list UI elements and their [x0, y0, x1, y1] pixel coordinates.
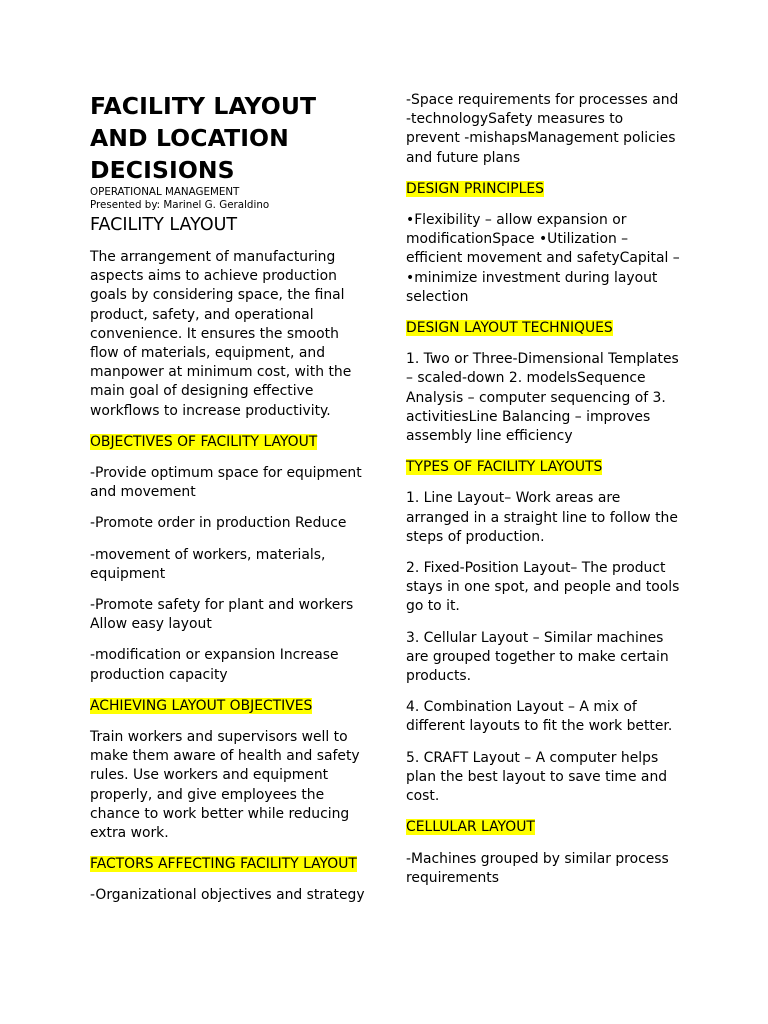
type-item: 5. CRAFT Layout – A computer helps plan the best layout to save time and cost. [406, 749, 668, 805]
type-item: 4. Combination Layout – A mix of different layouts to fit the work better. [406, 699, 673, 735]
objective-item: -Promote order in production Reduce [90, 515, 347, 532]
cellular-paragraph: -Machines grouped by similar process requirements [406, 850, 669, 886]
factor-item: -Organizational objectives and strategy [90, 887, 365, 904]
document-title: FACILITY LAYOUT AND LOCATION DECISIONS [90, 92, 317, 184]
right-column [406, 91, 681, 900]
left-column [90, 90, 365, 918]
objective-item: -modification or expansion Increase production capacity [90, 647, 339, 683]
cellular-heading-text: CELLULAR LAYOUT [406, 819, 535, 836]
type-item: 2. Fixed-Position Layout– The product stays in one spot, and people and tools go to it. [406, 560, 680, 615]
design-techniques-heading [406, 319, 681, 338]
achieving-heading [90, 697, 365, 716]
objective-item: -Provide optimum space for equipment and movement [90, 465, 362, 501]
objective-item: -Promote safety for plant and workers Allow easy layout [90, 597, 354, 633]
design-techniques-heading-text: DESIGN LAYOUT TECHNIQUES [406, 320, 613, 337]
presenter-line: Presented by: Marinel G. Geraldino [90, 199, 270, 211]
design-principles-paragraph: •Flexibility – allow expansion or modificationSpace •Utilization – efficient movement and safetyCapital – •minimize investment during layout selection [406, 212, 680, 305]
cellular-heading [406, 818, 681, 837]
type-item: 1. Line Layout– Work areas are arranged in a straight line to follow the steps of production. [406, 490, 678, 545]
achieving-paragraph: Train workers and supervisors well to make them aware of health and safety rules. Use workers and equipment properly, and give employees the chance to work better while reducing extra work. [90, 729, 360, 842]
objective-item: -movement of workers, materials, equipment [90, 546, 326, 582]
objectives-heading-text: OBJECTIVES OF FACILITY LAYOUT [90, 433, 318, 450]
factors-heading-text: FACTORS AFFECTING FACILITY LAYOUT [90, 856, 357, 873]
intro-paragraph: The arrangement of manufacturing aspects aims to achieve production goals by considering space, the final product, safety, and operational convenience. It ensures the smooth flow of materials, equipment, and manpower at minimum cost, with the main goal of designing effective workflows to increase productivity. [90, 249, 352, 419]
objectives-heading [90, 433, 365, 452]
design-principles-heading [406, 180, 681, 199]
design-principles-heading-text: DESIGN PRINCIPLES [406, 180, 544, 197]
type-item: 3. Cellular Layout – Similar machines are grouped together to make certain products. [406, 629, 669, 685]
design-techniques-paragraph: 1. Two or Three-Dimensional Templates – scaled-down 2. modelsSequence Analysis – computer sequencing of 3. activitiesLine Balancing – improves assembly line efficiency [406, 351, 679, 445]
achieving-heading-text: ACHIEVING LAYOUT OBJECTIVES [90, 697, 313, 714]
section-title: FACILITY LAYOUT [90, 215, 238, 235]
types-heading [406, 458, 681, 477]
factors-heading [90, 855, 365, 874]
types-heading-text: TYPES OF FACILITY LAYOUTS [406, 459, 603, 476]
factor-item: -Space requirements for processes and -technologySafety measures to prevent -mishapsManagement policies and future plans [406, 92, 679, 166]
document-subtitle: OPERATIONAL MANAGEMENT [90, 186, 240, 198]
